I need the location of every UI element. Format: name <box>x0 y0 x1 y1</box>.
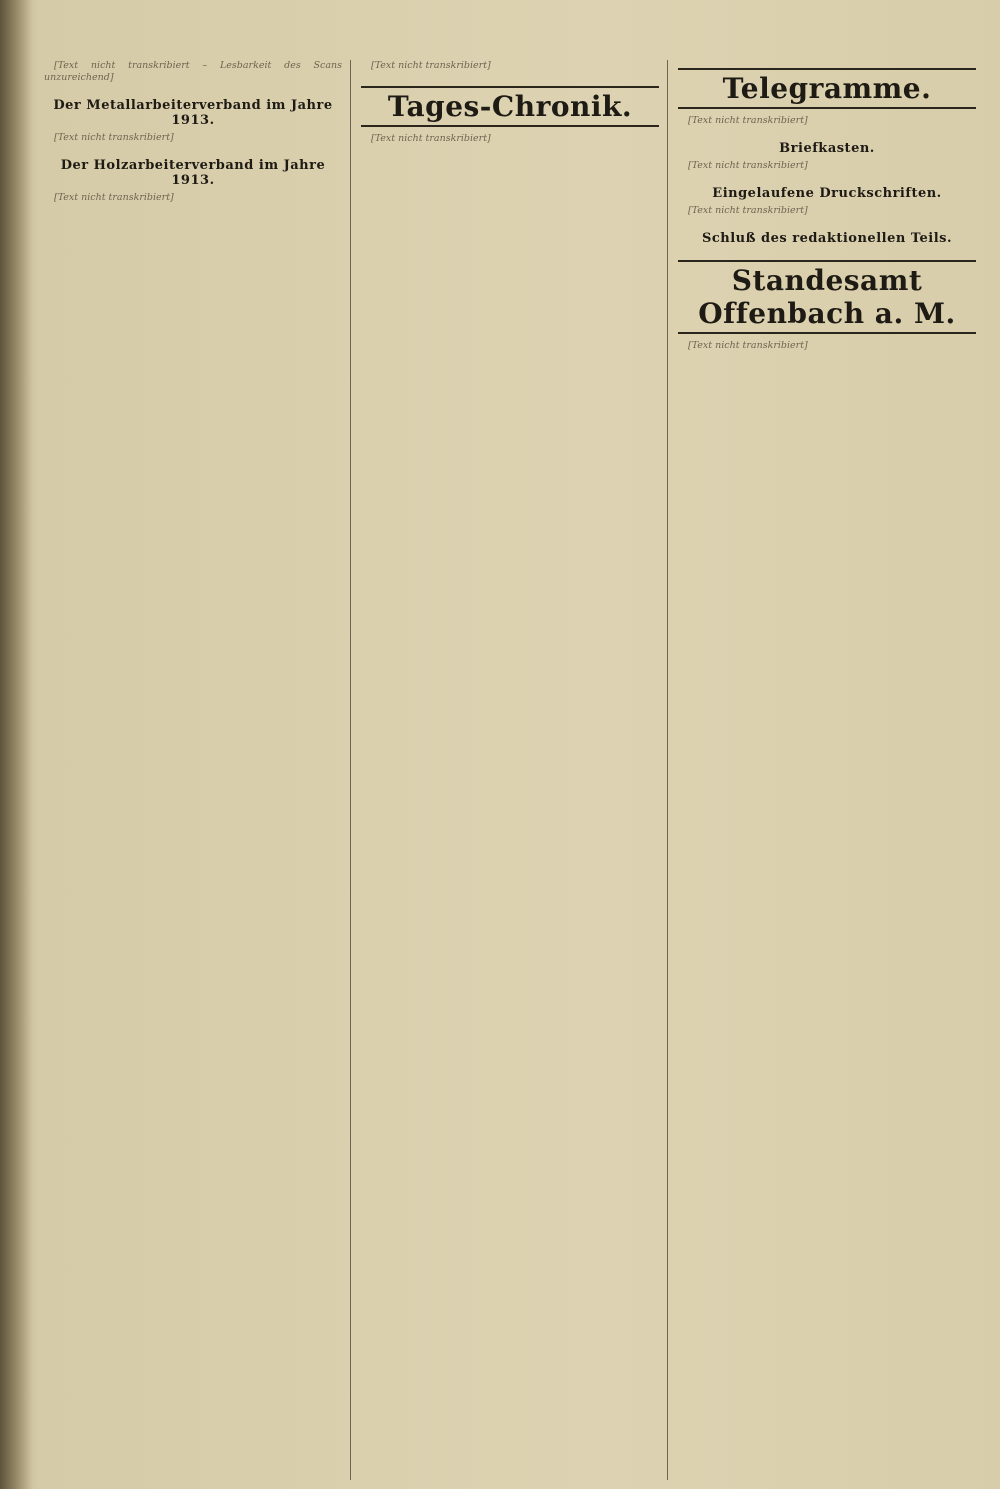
article <box>678 68 976 127</box>
column-3 <box>678 60 984 1480</box>
article-paragraph: [Text nicht transkribiert] <box>688 160 808 171</box>
column-2 <box>361 60 668 1480</box>
article <box>361 86 659 145</box>
page-binding-shadow <box>0 0 32 1489</box>
article-paragraph: [Text nicht transkribiert] <box>371 60 491 71</box>
article <box>361 60 659 72</box>
article-heading: Briefkasten. <box>779 141 875 156</box>
column-1 <box>44 60 351 1480</box>
article-heading: Tages-Chronik. <box>361 86 659 127</box>
article <box>44 158 342 204</box>
article <box>678 231 976 246</box>
article-paragraph: [Text nicht transkribiert] <box>688 205 808 216</box>
article-paragraph: [Text nicht transkribiert] <box>54 132 174 143</box>
article-paragraph: [Text nicht transkribiert] <box>54 192 174 203</box>
article-heading: Telegramme. <box>678 68 976 109</box>
article <box>678 141 976 172</box>
article-heading: Eingelaufene Druckschriften. <box>712 186 942 201</box>
article-paragraph: [Text nicht transkribiert] <box>688 115 808 126</box>
article-paragraph: [Text nicht transkribiert] <box>371 133 491 144</box>
article <box>678 186 976 217</box>
article-heading: Schluß des redaktionellen Teils. <box>701 231 953 246</box>
article-paragraph: [Text nicht transkribiert] <box>688 340 808 351</box>
article-heading: Der Holzarbeiterverband im Jahre 1913. <box>60 158 326 188</box>
article <box>44 98 342 144</box>
article-heading: Der Metallarbeiterverband im Jahre 1913. <box>53 98 333 128</box>
article-paragraph: [Text nicht transkribiert – Lesbarkeit des Scans unzureichend] <box>44 60 342 83</box>
text-columns <box>44 60 984 1480</box>
article-heading: Standesamt Offenbach a. M. <box>678 260 976 334</box>
article <box>678 260 976 352</box>
article <box>44 60 342 84</box>
